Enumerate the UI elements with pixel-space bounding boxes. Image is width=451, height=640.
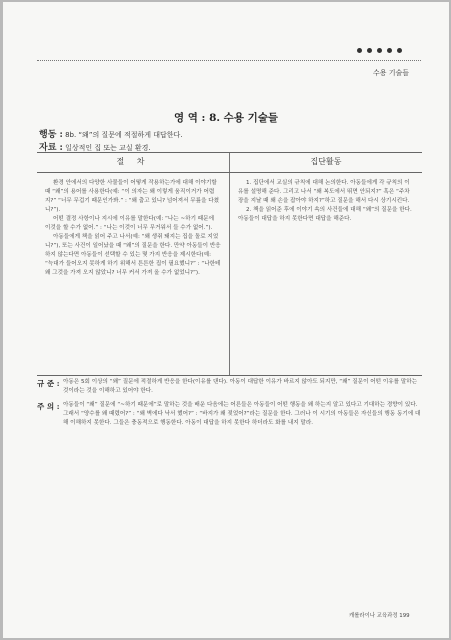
header-dotted-rule xyxy=(37,60,421,61)
dot xyxy=(377,48,382,53)
criteria-block xyxy=(37,378,423,397)
group-paragraph: 1. 집단에서 교실의 규칙에 대해 논의한다. 아동들에게 각 규칙의 이유를 설명해 준다. 그리고 나서 “왜 복도에서 뛰면 안되지?” 혹은 “주차장을 지날 때 왜 손을 잡아야 하지?”하고 질문을 해서 다시 상기시킨다. xyxy=(238,179,410,205)
group-activity-cell xyxy=(230,172,423,375)
page-footer: 캐롤라이나 교육과정 199 xyxy=(349,613,410,619)
document-page xyxy=(3,2,449,638)
dot xyxy=(397,48,402,53)
caution-label: 주 의 : xyxy=(37,402,60,411)
procedure-paragraph: 어떤 결정 사항이나 지시에 이유를 말한다(예: “나는 ~하기 때문에 이것을 할 수가 없어.” : “나는 이것이 너무 무거워서 들 수가 없어.”). xyxy=(45,216,214,232)
procedure-header: 절 차 xyxy=(37,153,230,173)
dot xyxy=(367,48,372,53)
material-text: 일상적인 집 또는 교실 환경. xyxy=(65,144,151,152)
group-paragraph: 2. 책을 읽어준 후에 이야기 속의 사건들에 대해 “왜”의 질문을 한다. 아동들이 대답을 하지 못한다면 대답을 해준다. xyxy=(238,207,412,223)
group-activity-header: 집단활동 xyxy=(230,153,423,173)
decorative-dots xyxy=(357,48,402,53)
activity-table xyxy=(37,152,422,376)
behavior-text: 8b. “왜”의 질문에 적절하게 대답한다. xyxy=(65,131,183,139)
procedure-paragraph: 아동들에게 책을 읽어 주고 나서(예: “왜 생쥐 돼지는 집을 돌로 지었니?”), 또는 사건이 일어났을 때 “왜”의 질문을 한다. 만약 아동들이 반응하지 않는다면 아동들이 선택할 수 있는 몇 가지 반응을 제시한다(예: “늑대가 들어오지 못하게 하기 위해서 튼튼한 집이 필요했니?” : “나한테 왜 그것을 가져 오지 않았니? 너무 커서 가져 올 수가 없었니?”). xyxy=(45,234,221,277)
material-label: 자료 : xyxy=(39,143,63,153)
behavior-line xyxy=(39,127,182,140)
criteria-label: 규 준 : xyxy=(37,379,60,388)
dot xyxy=(357,48,362,53)
behavior-label: 행동 : xyxy=(39,130,63,140)
procedure-paragraph: 환경 안에서의 다양한 사물들이 어떻게 작용하는가에 대해 이야기할 때 “왜”의 용어를 사용한다(예: “이 의자는 왜 이렇게 움직이거가 어렵지?” “너무 무겁기 때문인가봐.” : “왜 춥고 있니? 넘어져서 무릎을 다쳤니?”). xyxy=(45,179,220,214)
dot xyxy=(387,48,392,53)
criteria-text: 아동은 5회 이상의 “왜” 질문에 적절하게 반응을 한다(이유를 댄다). 아동이 대답한 이유가 바르지 않아도 되지만, “왜” 질문이 어떤 이유를 말하는 것이라는 것을 이해하고 있어야 한다. xyxy=(63,379,418,395)
caution-text: 아동들이 “왜” 질문에 “~하기 때문에”로 말하는 것을 배운 다음에는 어른들은 아동들이 어떤 행동을 왜 하는지 알고 있다고 기대하는 경향이 있다. 그래서 “양수를 왜 때렸어?” : “왜 벽에다 낙서 했어?” : “바지가 왜 젖었어?”라는 질문을 한다. 그러나 이 시기의 아동들은 자신들의 행동 동기에 대해 이해하지 못한다. 그들은 충동적으로 행동한다. 아동이 대답을 하지 못한다 하더라도 화를 내지 말라. xyxy=(63,402,421,427)
caution-block xyxy=(37,401,423,429)
procedure-cell xyxy=(37,172,230,375)
section-label: 수용 기술들 xyxy=(372,69,409,77)
page-title: 영 역 : 8. 수용 기술들 xyxy=(173,112,279,124)
